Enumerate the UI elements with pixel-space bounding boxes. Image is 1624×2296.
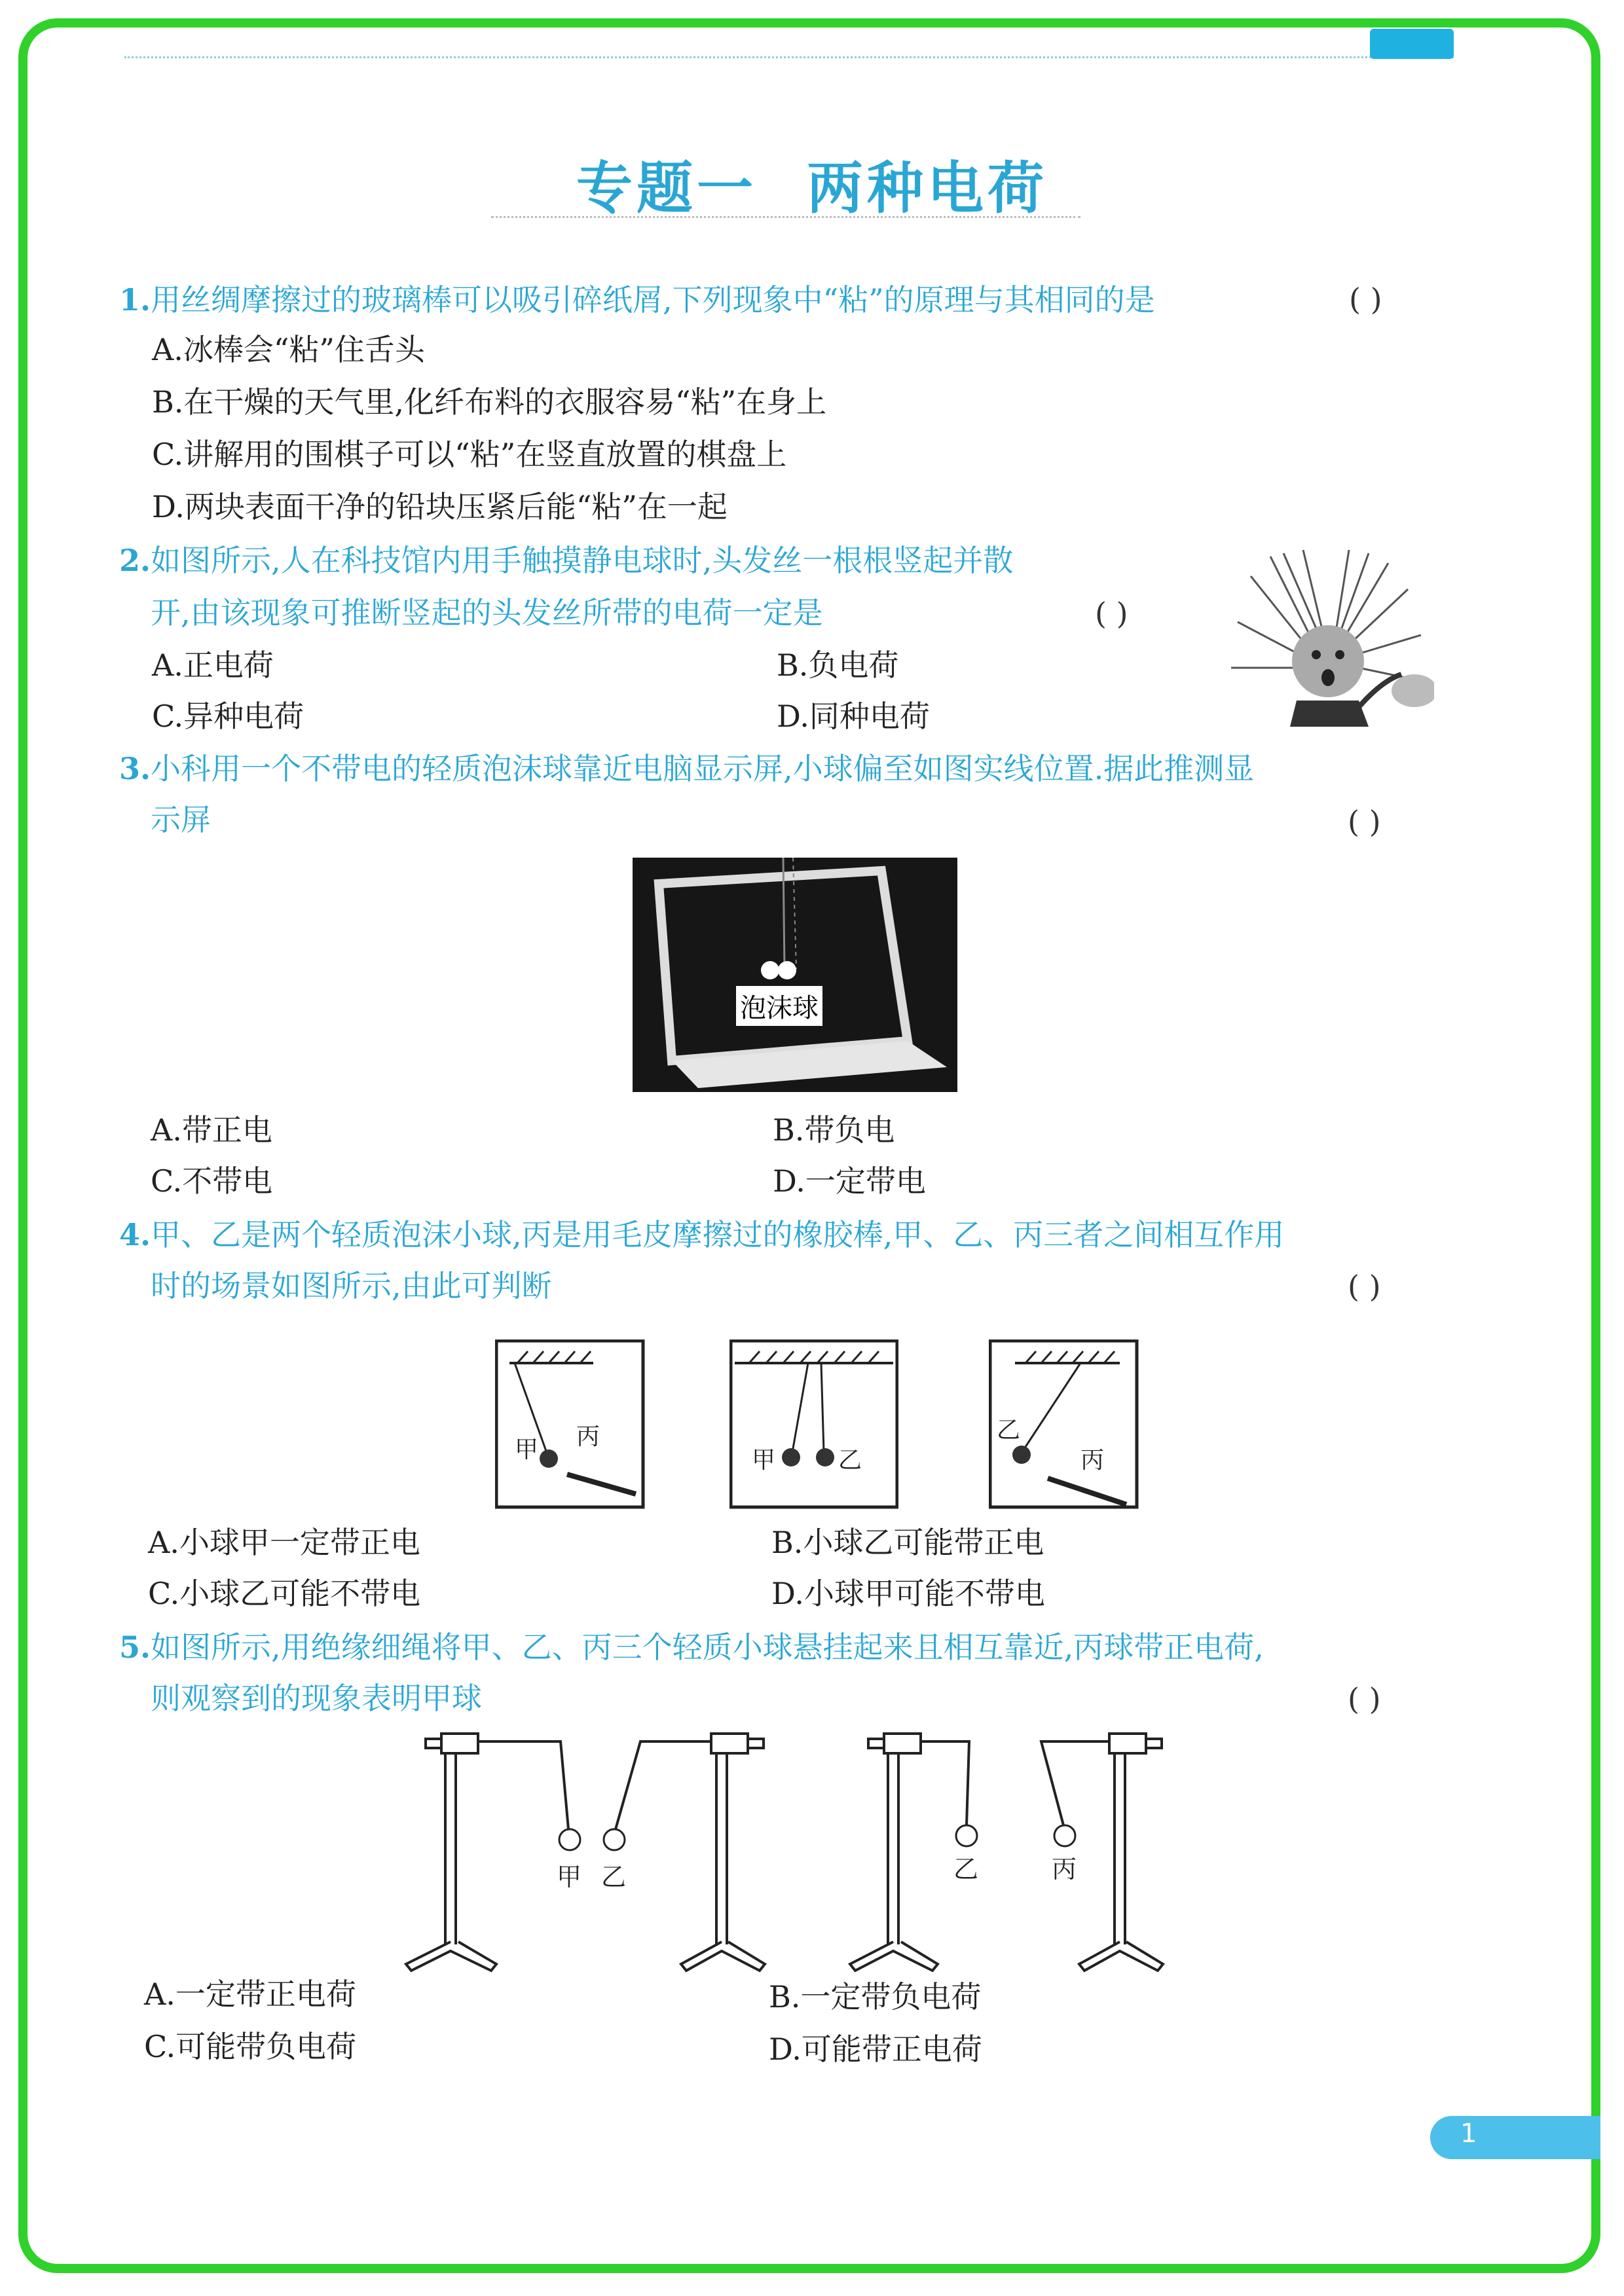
answer-bracket[interactable]: ( )	[1095, 596, 1128, 631]
head	[1292, 625, 1364, 697]
question-number: 5.	[119, 1630, 151, 1665]
option-d[interactable]: D.小球甲可能不带电	[771, 1576, 1045, 1611]
option-c[interactable]: C.可能带负电荷	[144, 2029, 357, 2064]
label-bing: 丙	[1080, 1447, 1105, 1474]
question-number: 1.	[119, 282, 151, 318]
option-d[interactable]: D.两块表面干净的铅块压紧后能“粘”在一起	[152, 489, 728, 524]
option-b[interactable]: B.带负电	[773, 1112, 895, 1148]
ball-yi	[956, 1825, 977, 1846]
q4-diagram-3	[989, 1339, 1139, 1510]
question-text-cont: 开,由该现象可推断竖起的头发丝所带的电荷一定是	[151, 595, 823, 630]
laptop-photo	[633, 858, 957, 1092]
page-number-badge	[1430, 2116, 1600, 2159]
option-d[interactable]: D.同种电荷	[777, 699, 930, 734]
question-text-cont: 则观察到的现象表明甲球	[151, 1681, 482, 1716]
ball-jia	[559, 1829, 580, 1850]
question-3	[119, 742, 1254, 795]
header-rule	[124, 56, 1454, 58]
question-text: 用丝绸摩擦过的玻璃棒可以吸引碎纸屑,下列现象中“粘”的原理与其相同的是	[151, 282, 1155, 318]
option-b[interactable]: B.小球乙可能带正电	[771, 1525, 1044, 1560]
body	[1290, 701, 1369, 727]
page-number: 1	[1460, 2119, 1477, 2149]
question-text: 如图所示,人在科技馆内用手触摸静电球时,头发丝一根根竖起并散	[151, 543, 1014, 578]
ball-jia	[540, 1449, 558, 1468]
option-b[interactable]: B.一定带负电荷	[769, 1979, 982, 2014]
question-1	[119, 274, 1155, 326]
ball-jia	[782, 1448, 800, 1467]
header-tag	[1370, 29, 1454, 59]
option-c[interactable]: C.不带电	[151, 1163, 273, 1199]
page-title: 专题一 两种电荷	[576, 156, 1048, 221]
question-text-cont: 时的场景如图所示,由此可判断	[151, 1268, 552, 1303]
question-text: 如图所示,用绝缘细绳将甲、乙、丙三个轻质小球悬挂起来且相互靠近,丙球带正电荷,	[151, 1630, 1264, 1665]
option-a[interactable]: A.带正电	[151, 1112, 272, 1148]
option-a[interactable]: A.小球甲一定带正电	[148, 1525, 420, 1560]
label-yi: 乙	[997, 1417, 1021, 1444]
q5-diagram-right	[838, 1722, 1205, 1977]
option-c[interactable]: C.异种电荷	[152, 699, 304, 734]
label-jia: 甲	[515, 1436, 539, 1463]
q4-diagram-1	[495, 1339, 646, 1510]
static-ball	[1392, 674, 1434, 707]
title-underline	[491, 216, 1080, 218]
label-bing: 丙	[1052, 1855, 1077, 1884]
option-a[interactable]: A.一定带正电荷	[144, 1977, 356, 2012]
label-jia: 甲	[752, 1447, 776, 1474]
question-5	[119, 1621, 1264, 1673]
option-a[interactable]: A.正电荷	[152, 647, 274, 683]
label-jia: 甲	[557, 1863, 582, 1891]
option-c[interactable]: C.讲解用的围棋子可以“粘”在竖直放置的棋盘上	[152, 437, 787, 472]
option-d[interactable]: D.一定带电	[773, 1163, 926, 1199]
question-4	[119, 1209, 1284, 1261]
option-a[interactable]: A.冰棒会“粘”住舌头	[152, 332, 425, 367]
ball-yi	[604, 1829, 625, 1850]
answer-bracket[interactable]: ( )	[1349, 282, 1382, 317]
answer-bracket[interactable]: ( )	[1348, 804, 1381, 839]
question-text-cont: 示屏	[151, 802, 211, 837]
question-number: 4.	[119, 1217, 151, 1252]
question-text: 甲、乙是两个轻质泡沫小球,丙是用毛皮摩擦过的橡胶棒,甲、乙、丙三者之间相互作用	[151, 1217, 1285, 1252]
option-c[interactable]: C.小球乙可能不带电	[148, 1576, 421, 1611]
q5-diagram-left	[393, 1722, 799, 1977]
question-text: 小科用一个不带电的轻质泡沫球靠近电脑显示屏,小球偏至如图实线位置.据此推测显	[151, 751, 1255, 786]
answer-bracket[interactable]: ( )	[1348, 1681, 1381, 1717]
label-yi: 乙	[601, 1863, 627, 1891]
hair-illustration	[1225, 550, 1434, 727]
ball-yi	[816, 1448, 834, 1467]
label-yi: 乙	[953, 1855, 979, 1884]
option-b[interactable]: B.在干燥的天气里,化纤布料的衣服容易“粘”在身上	[152, 384, 827, 420]
question-number: 3.	[119, 751, 151, 786]
label-bing: 丙	[576, 1423, 600, 1450]
foam-ball-label: 泡沫球	[736, 986, 822, 1026]
question-number: 2.	[119, 543, 151, 578]
option-b[interactable]: B.负电荷	[777, 647, 899, 683]
option-d[interactable]: D.可能带正电荷	[769, 2032, 982, 2067]
label-yi: 乙	[838, 1447, 862, 1474]
answer-bracket[interactable]: ( )	[1348, 1269, 1381, 1304]
ball-bing	[1054, 1825, 1075, 1846]
ball-yi	[1012, 1446, 1031, 1464]
q4-diagram-2	[729, 1339, 898, 1510]
question-2	[119, 534, 1013, 587]
